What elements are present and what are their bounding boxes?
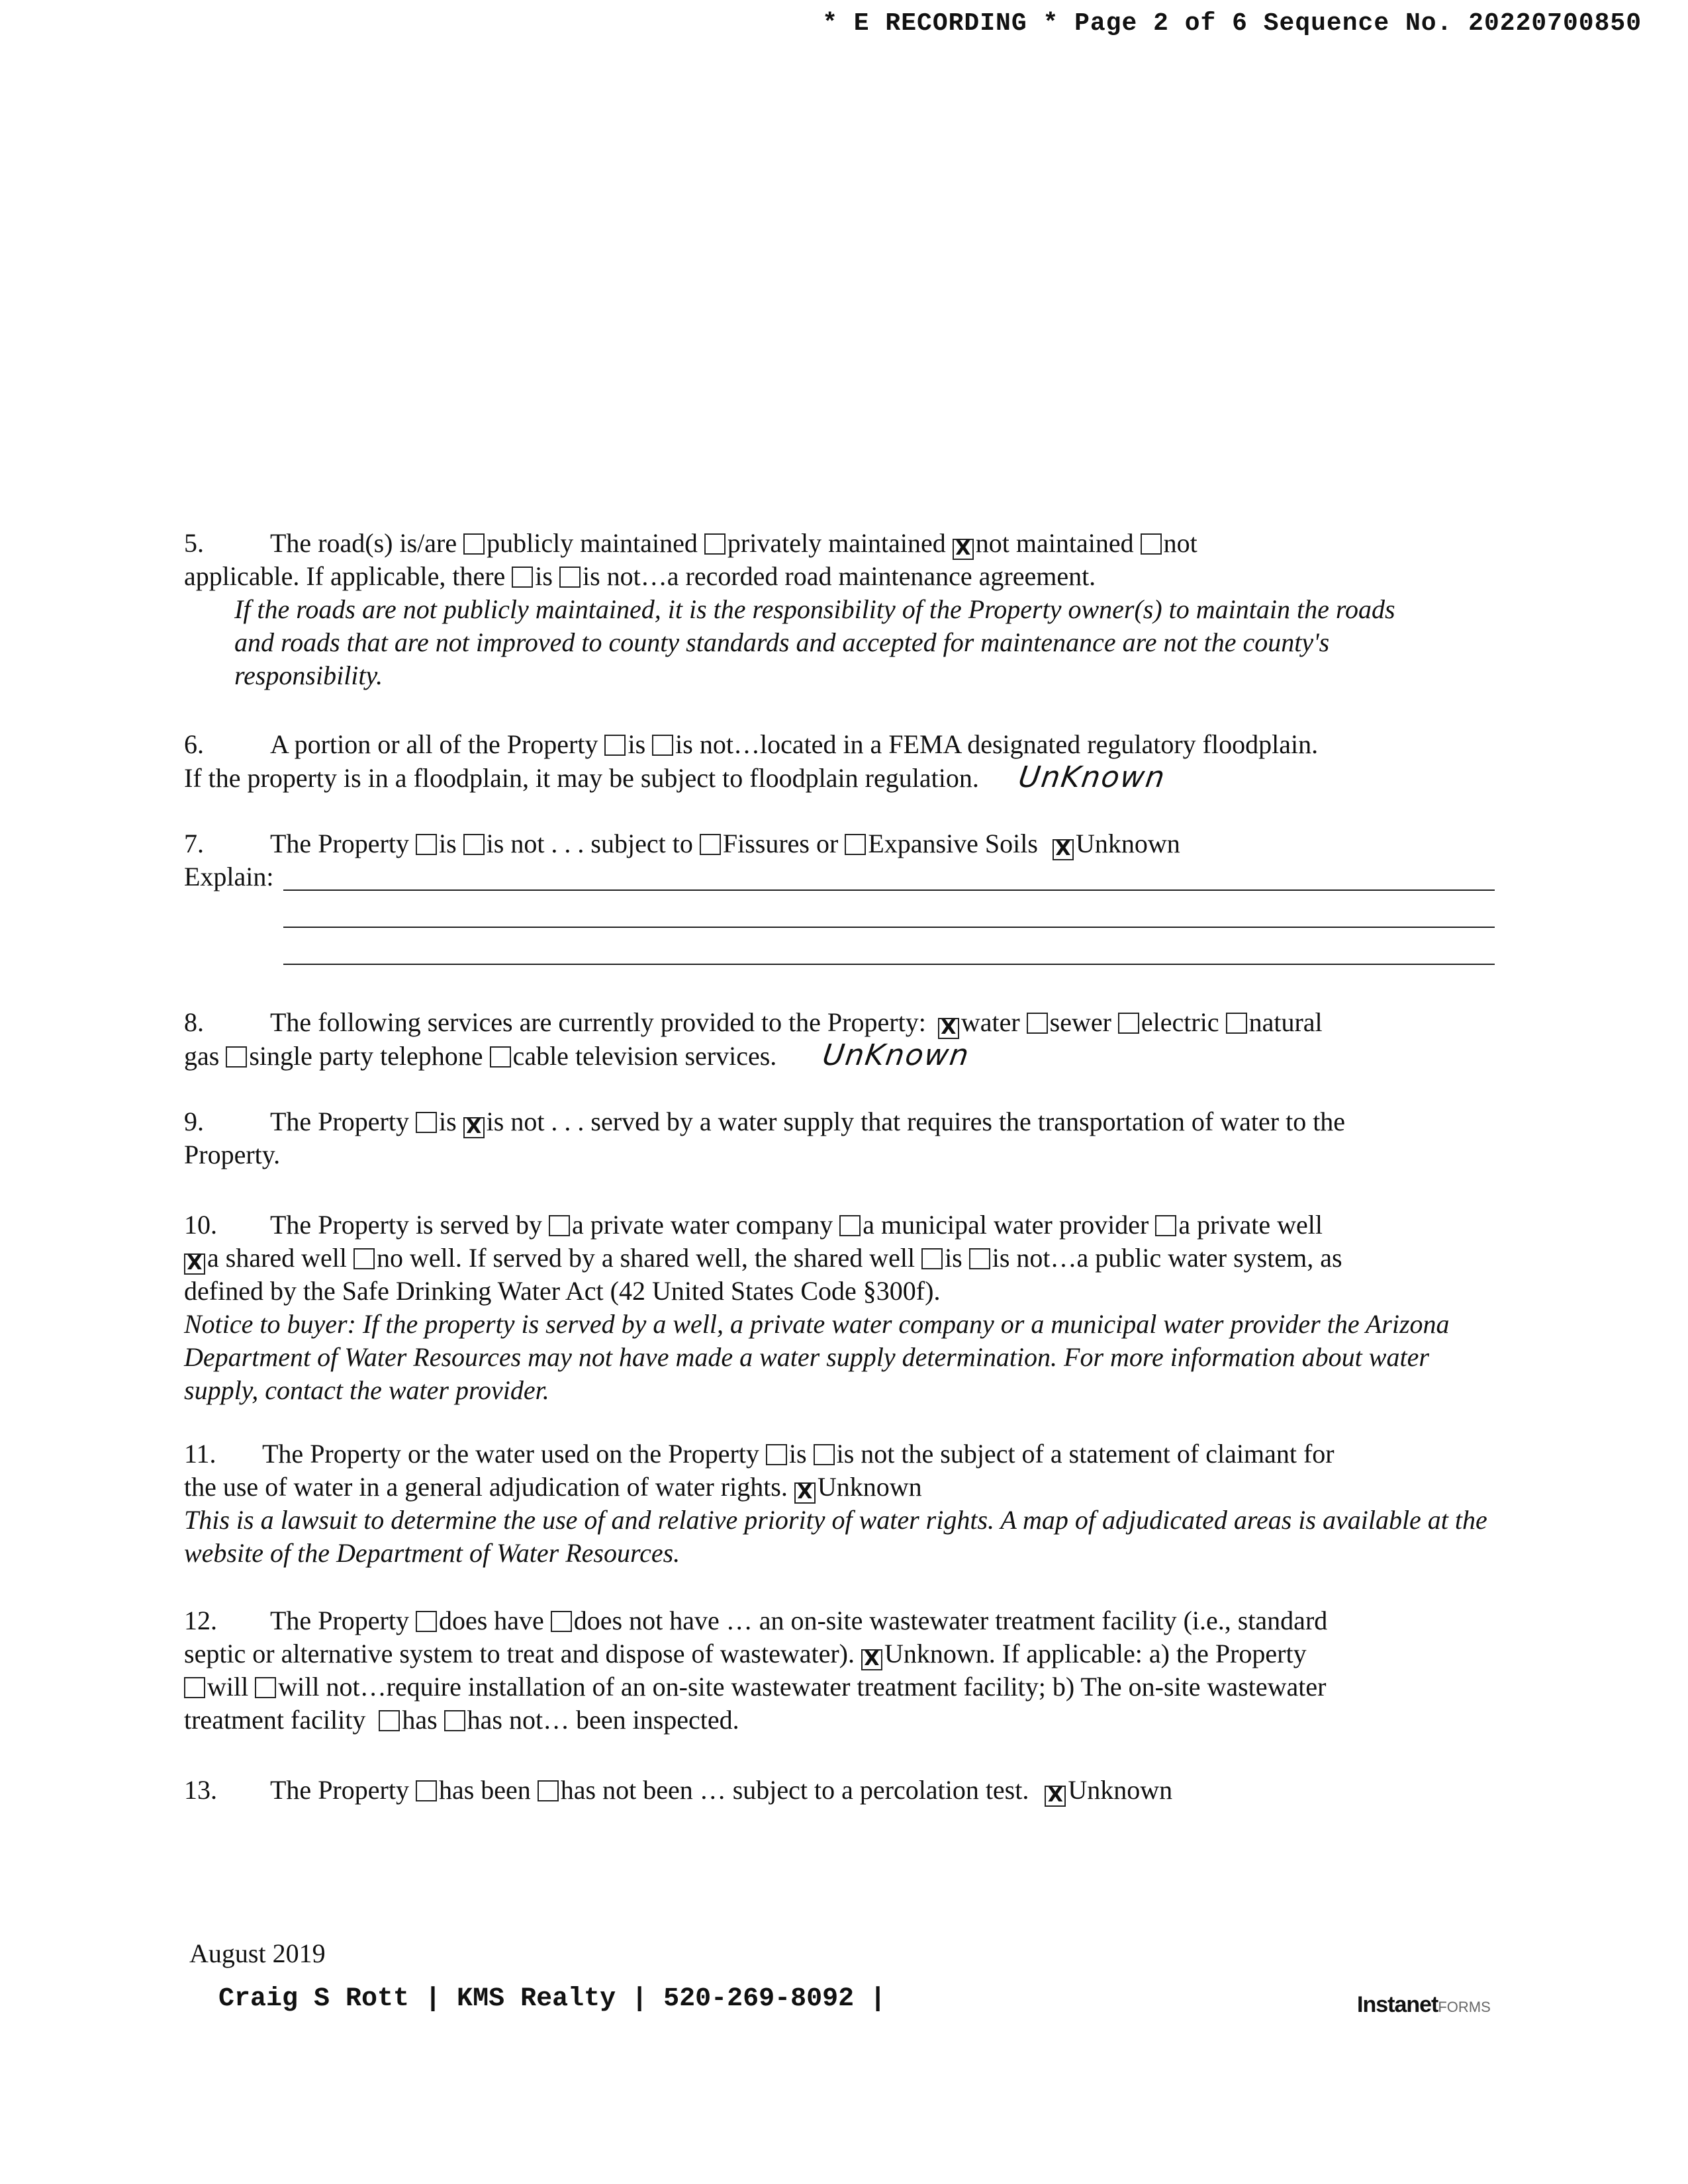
item-12 (184, 1604, 1508, 1737)
checkbox-unknown[interactable]: X (1053, 839, 1074, 860)
checkbox-is[interactable] (604, 735, 626, 756)
checkbox-publicly-maintained[interactable] (463, 533, 485, 555)
item-text: The Property (270, 829, 409, 858)
item-text: the use of water in a general adjudication of water rights. (184, 1472, 788, 1502)
item-number: 7. (184, 829, 204, 858)
checkbox-shared-well[interactable]: X (184, 1253, 205, 1275)
item-number: 8. (184, 1007, 204, 1037)
option-label: is (945, 1243, 962, 1273)
checkbox-cable-tv[interactable] (490, 1046, 511, 1068)
logo-light-text: FORMS (1438, 1999, 1491, 2015)
option-label: is not the subject of a statement of claimant for (836, 1439, 1335, 1469)
checkbox-private-water-company[interactable] (549, 1215, 570, 1236)
item-text: The Property (270, 1107, 409, 1136)
option-label: electric (1141, 1007, 1219, 1037)
checkbox-is[interactable] (416, 834, 437, 855)
option-label: will (207, 1672, 249, 1702)
adjudication-notice: This is a lawsuit to determine the use of and relative priority of water rights. A map of adjudicated areas is available at the website of the Department of Water Resources. (184, 1505, 1487, 1568)
option-label: does have (438, 1606, 544, 1635)
option-label: is not…a recorded road maintenance agreement. (582, 561, 1096, 591)
item-5 (184, 527, 1508, 692)
option-label: privately maintained (727, 528, 946, 558)
option-label: a shared well (207, 1243, 348, 1273)
item-number: 9. (184, 1107, 204, 1136)
water-notice: Notice to buyer: If the property is served by a well, a private water company or a municipal water provider the Arizona Department of Water Resources may not have made a water supply determination. For more information about water supply, contact the water provider. (184, 1309, 1450, 1405)
checkbox-sewer[interactable] (1027, 1013, 1048, 1034)
option-label: cable television services. (512, 1041, 777, 1071)
item-text: septic or alternative system to treat and dispose of wastewater). (184, 1639, 855, 1668)
item-text: The Property (270, 1606, 409, 1635)
option-label: Unknown (817, 1472, 922, 1502)
item-number: 5. (184, 528, 204, 558)
explain-line-2[interactable] (283, 927, 1495, 928)
handwritten-note: UnKnown (820, 1038, 972, 1072)
option-label: does not have … an on-site wastewater treatment facility (i.e., standard (573, 1606, 1328, 1635)
explain-line-1[interactable] (283, 889, 1495, 891)
checkbox-is[interactable] (512, 567, 533, 588)
checkbox-has-not[interactable] (444, 1710, 465, 1731)
checkbox-is-not[interactable] (559, 567, 581, 588)
checkbox-has[interactable] (379, 1710, 400, 1731)
checkbox-not-maintained[interactable]: X (953, 539, 974, 560)
checkbox-natural-gas[interactable] (1226, 1013, 1247, 1034)
checkbox-water[interactable]: X (938, 1018, 959, 1039)
checkbox-does-not-have[interactable] (551, 1611, 572, 1632)
option-label: not maintained (975, 528, 1134, 558)
checkbox-electric[interactable] (1118, 1013, 1139, 1034)
explain-label: Explain: (184, 862, 274, 891)
checkbox-is[interactable] (921, 1248, 943, 1269)
option-label: publicly maintained (487, 528, 698, 558)
checkbox-unknown[interactable]: X (794, 1482, 816, 1504)
item-text: If the property is in a floodplain, it may be subject to floodplain regulation. (184, 763, 979, 793)
item-11 (184, 1437, 1508, 1570)
item-number: 13. (184, 1775, 217, 1805)
option-label: is not…a public water system, as (992, 1243, 1342, 1273)
item-text: The Property or the water used on the Property (262, 1439, 759, 1469)
checkbox-is-not[interactable] (652, 735, 673, 756)
option-label: a municipal water provider (863, 1210, 1149, 1240)
checkbox-is[interactable] (416, 1112, 437, 1133)
option-label: has not been … subject to a percolation test. (560, 1775, 1029, 1805)
option-label: Unknown (1068, 1775, 1173, 1805)
option-label: not (1163, 528, 1197, 558)
option-label: single party telephone (249, 1041, 483, 1071)
checkbox-is-not[interactable] (969, 1248, 990, 1269)
option-label: is not . . . served by a water supply that requires the transportation of water to the (486, 1107, 1346, 1136)
checkbox-is[interactable] (766, 1444, 787, 1465)
checkbox-is-not[interactable]: X (463, 1117, 485, 1138)
option-label: has been (438, 1775, 531, 1805)
option-label: has not… been inspected. (467, 1705, 739, 1735)
checkbox-is-not[interactable] (814, 1444, 835, 1465)
option-label: Unknown. If applicable: a) the Property (884, 1639, 1307, 1668)
option-label: is (438, 1107, 457, 1136)
checkbox-unknown[interactable]: X (1045, 1786, 1066, 1807)
item-6 (184, 728, 1508, 795)
item-7 (184, 827, 1508, 893)
handwritten-note: UnKnown (1016, 760, 1168, 794)
option-label: Fissures or (722, 829, 839, 858)
item-13 (184, 1774, 1508, 1807)
checkbox-fissures[interactable] (700, 834, 721, 855)
item-number: 11. (184, 1439, 216, 1469)
item-10 (184, 1208, 1508, 1407)
form-date: August 2019 (189, 1938, 326, 1968)
checkbox-private-well[interactable] (1155, 1215, 1176, 1236)
item-number: 10. (184, 1210, 217, 1240)
option-label: sewer (1049, 1007, 1111, 1037)
option-label: water (961, 1007, 1020, 1037)
item-text: defined by the Safe Drinking Water Act (42 United States Code §300f). (184, 1276, 941, 1306)
item-text: applicable. If applicable, there (184, 561, 506, 591)
item-text: A portion or all of the Property (270, 729, 598, 759)
option-label: has (402, 1705, 438, 1735)
option-label: is (628, 729, 646, 759)
checkbox-not-applicable[interactable] (1141, 533, 1162, 555)
option-label: a private well (1178, 1210, 1323, 1240)
item-8 (184, 1006, 1508, 1073)
item-number: 12. (184, 1606, 217, 1635)
item-text: treatment facility (184, 1705, 366, 1735)
option-label: is (438, 829, 457, 858)
checkbox-privately-maintained[interactable] (704, 533, 726, 555)
logo-bold-text: Instanet (1357, 1992, 1438, 2017)
checkbox-does-have[interactable] (416, 1611, 437, 1632)
checkbox-unknown[interactable]: X (861, 1649, 882, 1670)
option-label: is not…located in a FEMA designated regulatory floodplain. (675, 729, 1319, 759)
option-label: is (535, 561, 553, 591)
option-label: a private water company (572, 1210, 833, 1240)
checkbox-telephone[interactable] (226, 1046, 247, 1068)
item-number: 6. (184, 729, 204, 759)
checkbox-has-not-been[interactable] (538, 1780, 559, 1801)
item-text: The Property (270, 1775, 409, 1805)
checkbox-expansive-soils[interactable] (845, 834, 866, 855)
road-notice: If the roads are not publicly maintained, it is the responsibility of the Property owner(s) to maintain the roads and roads that are not improved to county standards and accepted for maintenance are not the county's responsibility. (234, 594, 1395, 690)
recording-header: * E RECORDING * Page 2 of 6 Sequence No. 20220700850 (822, 9, 1642, 38)
agent-info: Craig S Rott | KMS Realty | 520-269-8092 | (218, 1984, 886, 2014)
checkbox-is-not[interactable] (463, 834, 485, 855)
option-label: Expansive Soils (868, 829, 1038, 858)
checkbox-has-been[interactable] (416, 1780, 437, 1801)
option-label: natural (1248, 1007, 1323, 1037)
item-text: The road(s) is/are (270, 528, 457, 558)
option-label: is (788, 1439, 807, 1469)
item-text: gas (184, 1041, 220, 1071)
option-label: will not…require installation of an on-site wastewater treatment facility; b) The on-site wastewater (278, 1672, 1327, 1702)
checkbox-municipal-water-provider[interactable] (839, 1215, 861, 1236)
checkbox-will[interactable] (184, 1677, 205, 1698)
item-9 (184, 1105, 1508, 1171)
item-text: The Property is served by (270, 1210, 543, 1240)
explain-line-3[interactable] (283, 964, 1495, 965)
checkbox-no-well[interactable] (353, 1248, 375, 1269)
instanet-logo (1357, 1992, 1491, 2018)
option-label: no well. If served by a shared well, the shared well (377, 1243, 915, 1273)
checkbox-will-not[interactable] (255, 1677, 276, 1698)
option-label: is not . . . subject to (486, 829, 693, 858)
option-label: Unknown (1075, 829, 1180, 858)
item-text: The following services are currently provided to the Property: (270, 1007, 926, 1037)
item-text: Property. (184, 1140, 281, 1169)
